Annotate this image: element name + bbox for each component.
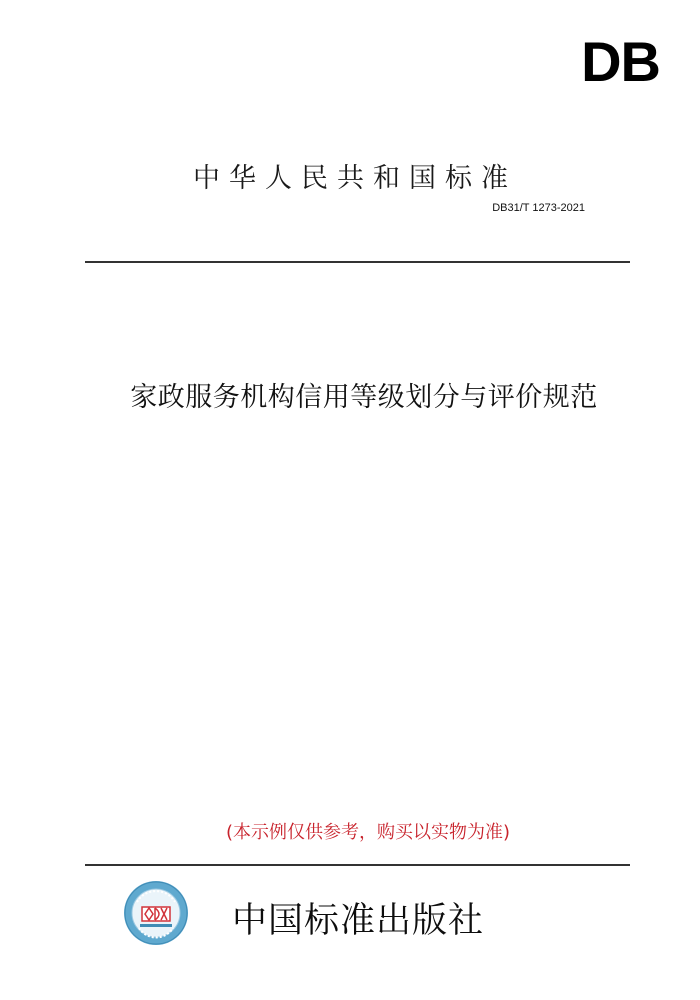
- publisher-emblem-icon: [123, 880, 189, 946]
- standard-organization-title: 中华人民共和国标准: [193, 163, 517, 194]
- header-divider: [85, 261, 630, 263]
- footer-divider: [85, 864, 630, 866]
- publisher-name: 中国标准出版社: [232, 901, 485, 941]
- document-title: 家政服务机构信用等级划分与评价规范: [130, 382, 598, 413]
- sample-disclaimer: (本示例仅供参考，购买以实物为准): [225, 822, 511, 843]
- standard-number: DB31/T 1273-2021: [492, 202, 585, 214]
- db-standard-mark: DB: [581, 30, 660, 93]
